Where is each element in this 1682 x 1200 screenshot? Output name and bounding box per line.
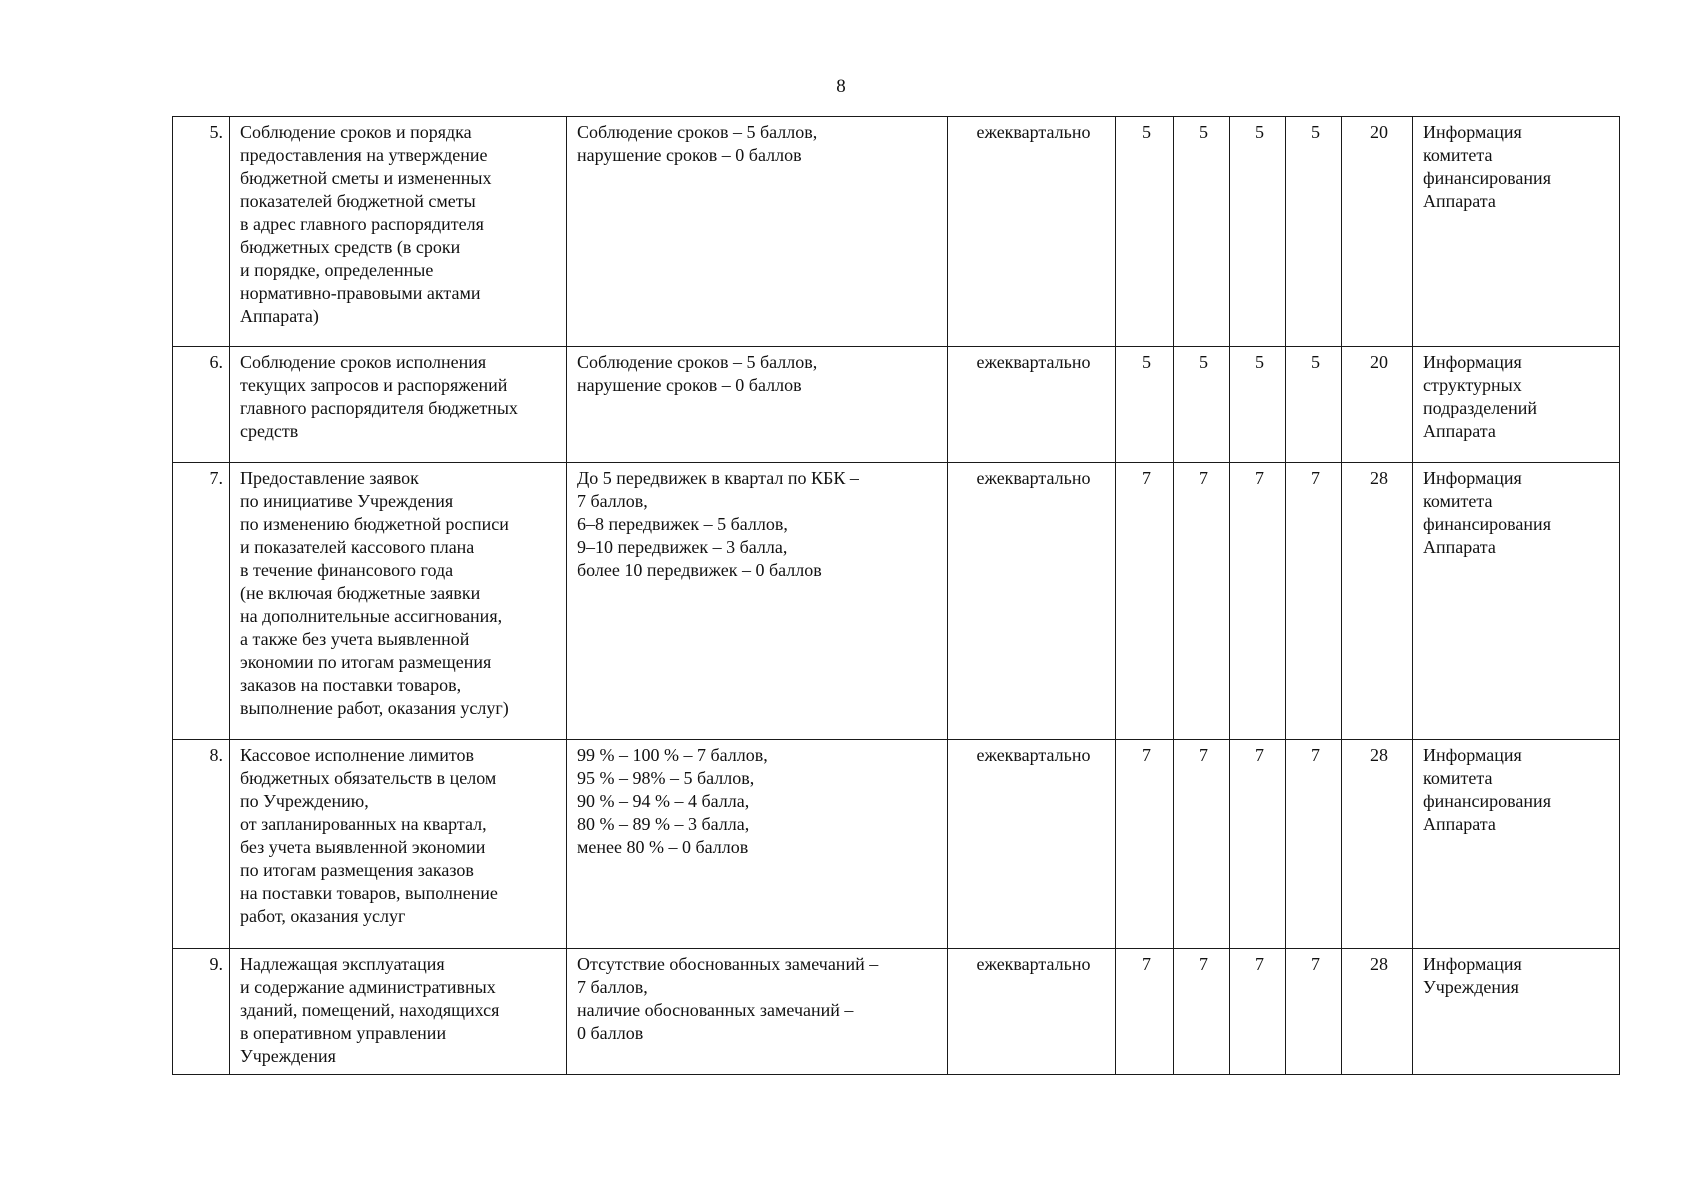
quarter-3-score: 7	[1230, 463, 1286, 740]
quarter-3-score: 5	[1230, 347, 1286, 463]
quarter-1-score: 5	[1116, 347, 1174, 463]
row-number: 6.	[173, 347, 230, 463]
scoring-cell: До 5 передвижек в квартал по КБК – 7 баллов, 6–8 передвижек – 5 баллов, 9–10 передвижек – 3 балла, более 10 передвижек – 0 баллов	[567, 463, 948, 740]
source-cell: Информация Учреждения	[1413, 949, 1620, 1075]
quarter-4-score: 7	[1286, 463, 1342, 740]
criterion-cell: Соблюдение сроков исполнения текущих запросов и распоряжений главного распорядителя бюджетных средств	[230, 347, 567, 463]
period-cell: ежеквартально	[948, 463, 1116, 740]
quarter-3-score: 7	[1230, 740, 1286, 949]
quarter-4-score: 7	[1286, 949, 1342, 1075]
source-cell: Информация структурных подразделений Аппарата	[1413, 347, 1620, 463]
quarter-4-score: 5	[1286, 117, 1342, 347]
source-cell: Информация комитета финансирования Аппарата	[1413, 117, 1620, 347]
period-cell: ежеквартально	[948, 117, 1116, 347]
criterion-cell: Предоставление заявок по инициативе Учреждения по изменению бюджетной росписи и показателей кассового плана в течение финансового года (не включая бюджетные заявки на дополнительные ассигнования, а также без учета выявленной экономии по итогам размещения заказов на поставки товаров, выполнение работ, оказания услуг)	[230, 463, 567, 740]
total-score: 28	[1342, 463, 1413, 740]
page-number: 8	[836, 76, 846, 97]
table-row	[173, 463, 1620, 740]
table-row	[173, 949, 1620, 1075]
table-row	[173, 347, 1620, 463]
total-score: 20	[1342, 347, 1413, 463]
row-number: 9.	[173, 949, 230, 1075]
total-score: 20	[1342, 117, 1413, 347]
total-score: 28	[1342, 740, 1413, 949]
row-number: 8.	[173, 740, 230, 949]
quarter-1-score: 5	[1116, 117, 1174, 347]
quarter-2-score: 7	[1174, 949, 1230, 1075]
table-row	[173, 117, 1620, 347]
quarter-1-score: 7	[1116, 463, 1174, 740]
total-score: 28	[1342, 949, 1413, 1075]
scoring-cell: Соблюдение сроков – 5 баллов, нарушение сроков – 0 баллов	[567, 347, 948, 463]
row-number: 7.	[173, 463, 230, 740]
criteria-table	[172, 116, 1620, 1075]
quarter-4-score: 5	[1286, 347, 1342, 463]
scoring-cell: Отсутствие обоснованных замечаний – 7 баллов, наличие обоснованных замечаний – 0 баллов	[567, 949, 948, 1075]
quarter-3-score: 7	[1230, 949, 1286, 1075]
scoring-cell: 99 % – 100 % – 7 баллов, 95 % – 98% – 5 баллов, 90 % – 94 % – 4 балла, 80 % – 89 % – 3 балла, менее 80 % – 0 баллов	[567, 740, 948, 949]
criterion-cell: Соблюдение сроков и порядка предоставления на утверждение бюджетной сметы и измененных показателей бюджетной сметы в адрес главного распорядителя бюджетных средств (в сроки и порядке, определенные нормативно-правовыми актами Аппарата)	[230, 117, 567, 347]
criterion-cell: Кассовое исполнение лимитов бюджетных обязательств в целом по Учреждению, от запланированных на квартал, без учета выявленной экономии по итогам размещения заказов на поставки товаров, выполнение работ, оказания услуг	[230, 740, 567, 949]
source-cell: Информация комитета финансирования Аппарата	[1413, 740, 1620, 949]
row-number: 5.	[173, 117, 230, 347]
quarter-1-score: 7	[1116, 740, 1174, 949]
source-cell: Информация комитета финансирования Аппарата	[1413, 463, 1620, 740]
scoring-cell: Соблюдение сроков – 5 баллов, нарушение сроков – 0 баллов	[567, 117, 948, 347]
period-cell: ежеквартально	[948, 949, 1116, 1075]
criterion-cell: Надлежащая эксплуатация и содержание административных зданий, помещений, находящихся в оперативном управлении Учреждения	[230, 949, 567, 1075]
period-cell: ежеквартально	[948, 347, 1116, 463]
quarter-2-score: 5	[1174, 117, 1230, 347]
quarter-1-score: 7	[1116, 949, 1174, 1075]
table-row	[173, 740, 1620, 949]
quarter-4-score: 7	[1286, 740, 1342, 949]
quarter-2-score: 5	[1174, 347, 1230, 463]
period-cell: ежеквартально	[948, 740, 1116, 949]
quarter-2-score: 7	[1174, 740, 1230, 949]
quarter-3-score: 5	[1230, 117, 1286, 347]
quarter-2-score: 7	[1174, 463, 1230, 740]
